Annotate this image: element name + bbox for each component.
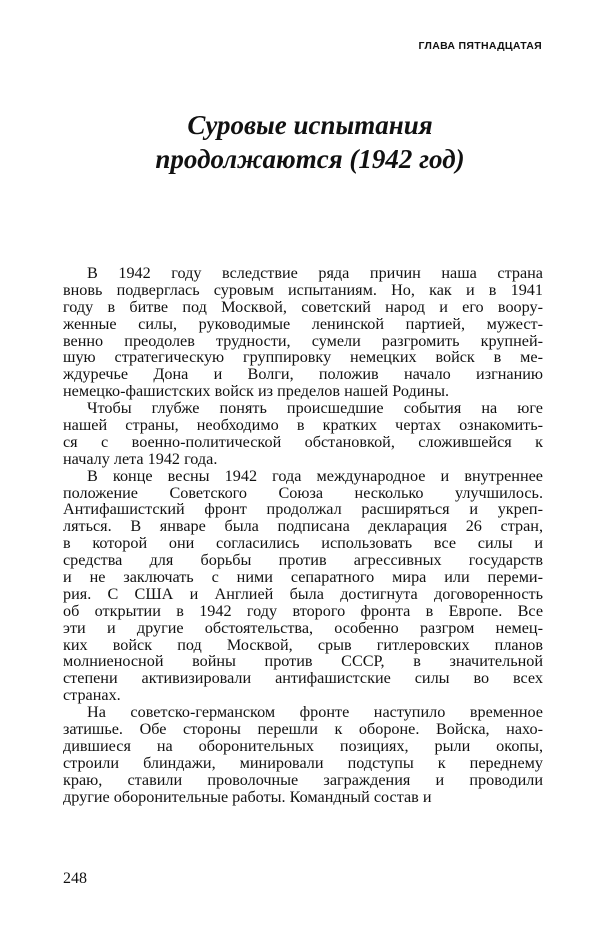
- text-line: Антифашистский фронт продолжал расширяться и укреп-: [63, 500, 543, 519]
- text-line: эти и другие обстоятельства, особенно разгром немец-: [63, 618, 543, 637]
- text-line: нашей страны, необходимо в кратких чертах ознакомить-: [63, 416, 543, 435]
- paragraph: [63, 704, 543, 805]
- chapter-title: [0, 108, 600, 176]
- running-head: ГЛАВА ПЯТНАДЦАТАЯ: [418, 40, 542, 52]
- text-line: затишье. Обе стороны перешли к обороне. Войска, нахо-: [63, 720, 543, 739]
- text-line: венно преодолев трудности, сумели разгромить крупней-: [63, 331, 543, 350]
- paragraph: [63, 468, 543, 704]
- paragraph: [63, 265, 543, 400]
- text-line: ляться. В январе была подписана декларация 26 стран,: [63, 517, 543, 536]
- text-line: немецко-фашистских войск из пределов нашей Родины.: [63, 382, 449, 401]
- chapter-title-line: Суровые испытания: [187, 110, 433, 140]
- body-text: [63, 265, 543, 806]
- text-line: дившиеся на оборонительных позициях, рыли окопы,: [63, 736, 543, 755]
- text-line: ждуречье Дона и Волги, положив начало изгнанию: [63, 365, 543, 384]
- text-line: шую стратегическую группировку немецких войск в ме-: [63, 348, 543, 367]
- text-line: другие оборонительные работы. Командный состав и: [63, 787, 432, 806]
- text-line: средства для борьбы против агрессивных государств: [63, 551, 543, 570]
- text-line: в которой они согласились использовать все силы и: [63, 534, 543, 553]
- text-line: году в битве под Москвой, советский народ и его воору-: [63, 297, 543, 316]
- text-line: Чтобы глубже понять происшедшие события на юге: [87, 399, 543, 418]
- text-line: вновь подверглась суровым испытаниям. Но, как и в 1941: [63, 280, 543, 299]
- text-line: ся с военно-политической обстановкой, сложившейся к: [63, 432, 543, 451]
- text-line: строили блиндажи, минировали подступы к переднему: [63, 753, 543, 772]
- chapter-title-line: продолжаются (1942 год): [155, 144, 465, 174]
- text-line: рия. С США и Англией была достигнута договоренность: [63, 584, 543, 603]
- text-line: степени активизировали антифашистские силы во всех: [63, 669, 543, 688]
- text-line: молниеносной войны против СССР, в значительной: [63, 652, 543, 671]
- page-number: 248: [63, 870, 87, 887]
- text-line: На советско-германском фронте наступило временное: [87, 703, 543, 722]
- text-line: женные силы, руководимые ленинской партией, мужест-: [63, 314, 543, 333]
- text-line: началу лета 1942 года.: [63, 449, 218, 468]
- paragraph: [63, 400, 543, 468]
- text-line: В 1942 году вследствие ряда причин наша страна: [87, 264, 543, 282]
- text-line: ких войск под Москвой, срыв гитлеровских планов: [63, 635, 543, 654]
- text-line: В конце весны 1942 года международное и внутреннее: [87, 466, 543, 485]
- text-line: об открытии в 1942 году второго фронта в Европе. Все: [63, 601, 543, 620]
- text-line: и не заключать с ними сепаратного мира или переми-: [63, 568, 543, 587]
- text-line: странах.: [63, 686, 121, 705]
- text-line: краю, ставили проволочные заграждения и проводили: [63, 770, 543, 789]
- text-line: положение Советского Союза несколько улучшилось.: [63, 483, 543, 502]
